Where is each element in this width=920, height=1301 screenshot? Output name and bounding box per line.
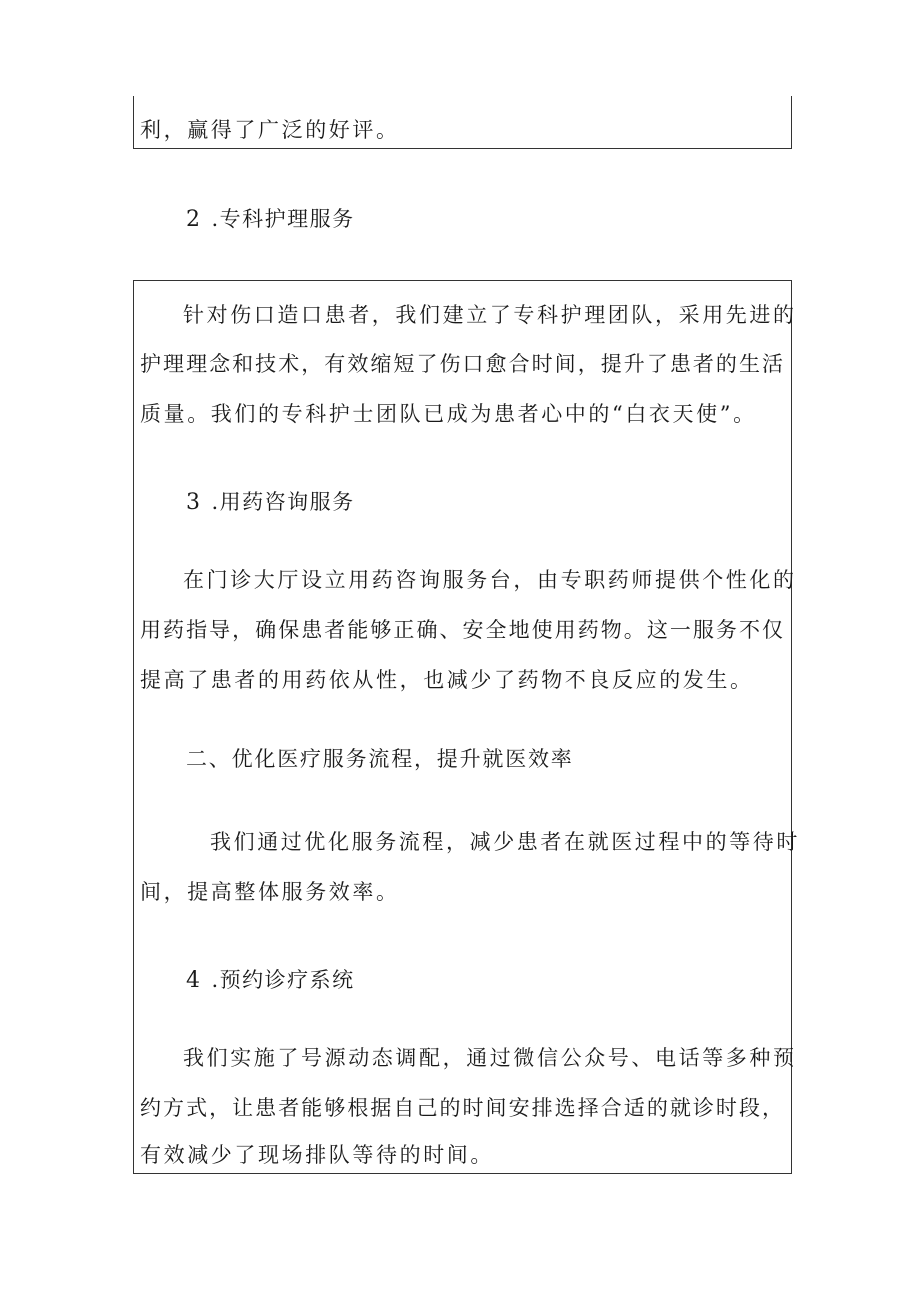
paragraph-line: 用药指导，确保患者能够正确、安全地使用药物。这一服务不仅 <box>140 618 783 642</box>
paragraph-line: 约方式，让患者能够根据自己的时间安排选择合适的就诊时段， <box>140 1096 783 1120</box>
section-title: .专科护理服务 <box>211 207 355 231</box>
section-number: 3 <box>186 490 202 515</box>
paragraph-line: 针对伤口造口患者，我们建立了专科护理团队，采用先进的 <box>183 303 797 327</box>
paragraph-line: 间，提高整体服务效率。 <box>140 880 400 904</box>
part-heading: 二、优化医疗服务流程，提升就医效率 <box>186 747 574 771</box>
section-heading-3 <box>186 492 355 514</box>
paragraph-line: 有效减少了现场排队等待的时间。 <box>140 1143 494 1167</box>
section-title: .用药咨询服务 <box>211 490 355 514</box>
paragraph-line: 我们实施了号源动态调配，通过微信公众号、电话等多种预 <box>183 1046 797 1070</box>
paragraph-line: 护理理念和技术，有效缩短了伤口愈合时间，提升了患者的生活 <box>140 352 783 376</box>
paragraph-line: 提高了患者的用药依从性，也减少了药物不良反应的发生。 <box>140 668 754 692</box>
section-heading-4 <box>186 970 355 992</box>
paragraph-line: 在门诊大厅设立用药咨询服务台，由专职药师提供个性化的 <box>183 568 797 592</box>
paragraph-line: 质量。我们的专科护士团队已成为患者心中的“白衣天使”。 <box>140 402 757 426</box>
continuation-text: 利，赢得了广泛的好评。 <box>140 118 400 142</box>
section-number: 2 <box>186 207 202 232</box>
section-title: .预约诊疗系统 <box>211 968 355 992</box>
section-number: 4 <box>186 968 202 993</box>
section-heading-2 <box>186 209 355 231</box>
paragraph-line: 我们通过优化服务流程，减少患者在就医过程中的等待时 <box>210 830 800 854</box>
